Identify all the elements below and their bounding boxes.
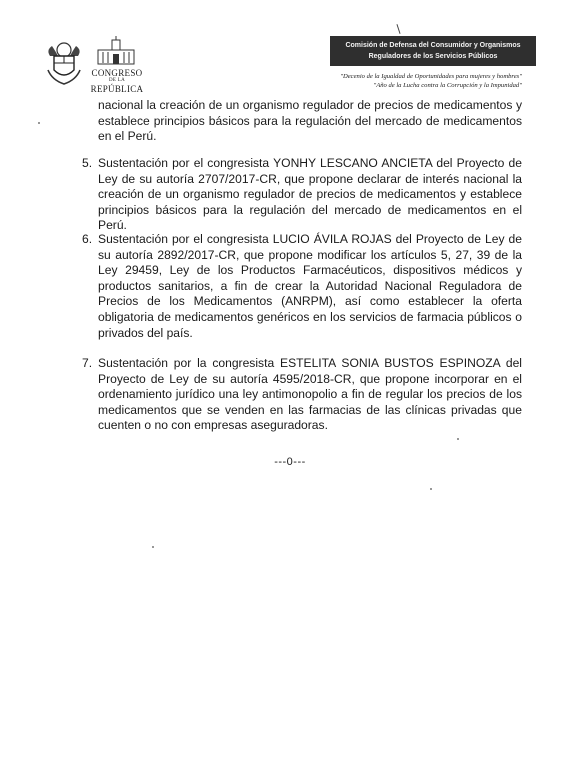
item-number: 7.: [82, 356, 93, 370]
congreso-wordmark: [90, 68, 144, 94]
decenio-note: [290, 72, 522, 90]
stray-mark: [396, 24, 400, 34]
logo-line-1: CONGRESO: [91, 68, 143, 78]
scan-speck: [152, 546, 154, 548]
item-number: 5.: [82, 156, 93, 170]
commission-line-2: Reguladores de los Servicios Públicos: [368, 53, 498, 60]
coat-of-arms-icon: [44, 40, 84, 86]
congreso-logo: [44, 36, 144, 98]
item-text: Sustentación por el congresista YONHY LESCANO ANCIETA del Proyecto de Ley de su autoría 2707/2017-CR, que propone declarar de interés nacional la creación de un organismo regulador de precios de medicamentos y establece principios básicos para la regulación del mercado de medicamentos en el Perú.: [98, 156, 522, 233]
intro-paragraph: nacional la creación de un organismo regulador de precios de medicamentos y establece principios básicos para la regulación del mercado de medicamentos en el Perú.: [98, 98, 522, 144]
commission-header-box: [330, 36, 536, 66]
decenio-line-2: "Año de la Lucha contra la Corrupción y la Impunidad": [373, 82, 522, 89]
scan-speck: [38, 122, 40, 124]
item-text: Sustentación por la congresista ESTELITA SONIA BUSTOS ESPINOZA del Proyecto de Ley de su autoría 4595/2018-CR, que propone incorporar en el ordenamiento jurídico una ley antimonopolio a fin de regular los precios de los medicamentos que se venden en las farmacias de las clínicas privadas que cuenten o no con empresas aseguradoras.: [98, 356, 522, 433]
item-number: 6.: [82, 232, 93, 246]
scan-speck: [457, 438, 459, 440]
logo-line-3: REPÚBLICA: [90, 84, 144, 94]
commission-line-1: Comisión de Defensa del Consumidor y Organismos: [345, 42, 521, 49]
end-mark: ---0---: [274, 456, 306, 468]
item-text: Sustentación por el congresista LUCIO ÁVILA ROJAS del Proyecto de Ley de su autoría 2892/2017-CR, que propone modificar los artículos 5, 27, 39 de la Ley 29459, Ley de los Productos Farmacéuticos, dispositivos médicos y productos sanitarios, a fin de crear la Autoridad Nacional Reguladora de Precios de los Medicamentos (ANRPM), así como establecer la oferta obligatoria de medicamentos genéricos en los servicios de farmacia públicos o privados del país.: [98, 232, 522, 340]
congress-building-icon: [94, 36, 138, 66]
scan-speck: [430, 488, 432, 490]
decenio-line-1: "Decenio de la Igualdad de Oportunidades para mujeres y hombres": [340, 73, 522, 80]
logo-line-2: DE LA: [108, 78, 126, 83]
